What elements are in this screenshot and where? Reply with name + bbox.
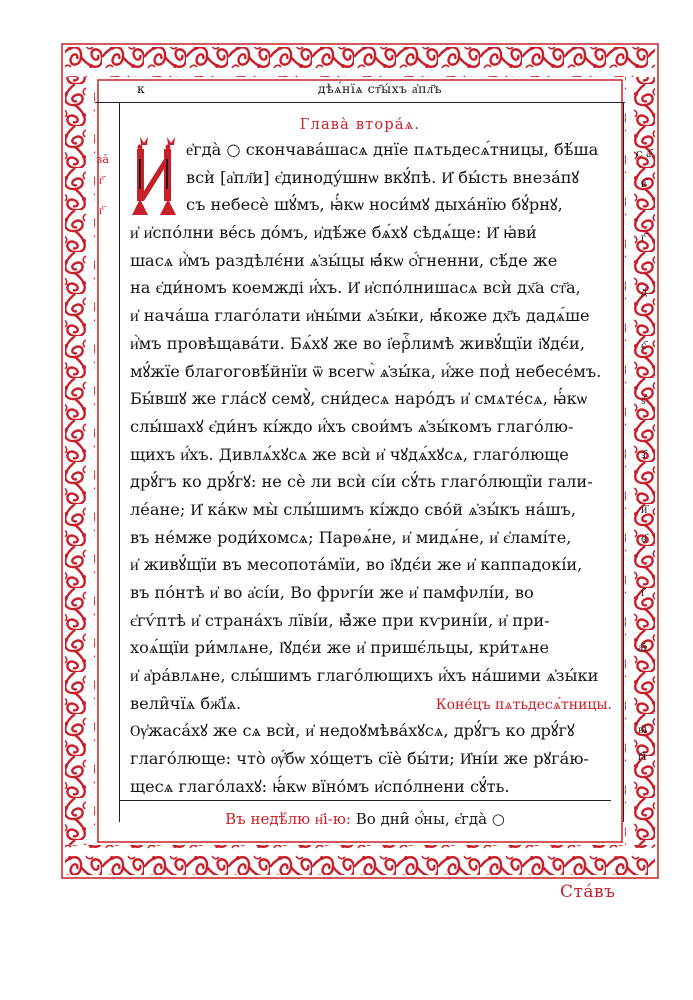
text-line-with-rubric: [130, 690, 612, 718]
page-number: к: [137, 81, 146, 96]
running-header: [95, 81, 625, 101]
text-line: глаго́люще: что̀ ѹ҆́бѡ хо́щетъ сїѐ бы́ти; И҆ні́и же рꙋга́ю-: [130, 749, 589, 769]
text-line: є҆гѵ́птѣ и҆ страна́хъ лїві́и, ꙗ҆̀же при кѵрині́и, и҆ при-: [130, 610, 550, 630]
text-line: на є҆ди́номъ коемжді и҆́хъ. И҆ и҆спо́лнишасѧ всѝ дх҃а ст҃а,: [130, 278, 581, 298]
text-line: шасѧ и҆̀мъ раздѣлє́ни ѧ҆зы́цы ꙗ҆́кѡ ѻ҆́гненни, сѣ́де же: [130, 250, 558, 270]
running-title: дѣѧ́нїѧ ст҃ы́хъ а҆пл҃ъ: [317, 81, 443, 96]
verse-num-6: ѕ҃: [641, 393, 646, 407]
end-rubric: Коне́цъ пѧтьдесѧ́тницы.: [435, 696, 612, 713]
verse-num-4: д҃: [641, 284, 647, 298]
text-line: съ небесѐ шꙋ́мъ, ꙗ҆́кѡ носи́мꙋ дыха́нїю бꙋ́рнꙋ,: [186, 195, 563, 215]
text-box-right-rule: [623, 102, 624, 822]
text-line: и҆ живꙋ́щїи въ месопота́мїи, во і҆ꙋдє́и же и҆ каппадокі́и,: [130, 555, 583, 575]
verse-num-12: в҃і: [638, 722, 648, 736]
text-line: ле́ане; И҆ ка́кѡ мы̀ слы́шимъ кі́ждо сво́й ѧ҆зы́къ на́шъ,: [130, 499, 576, 519]
verse-num-2: в҃: [641, 176, 647, 190]
text-line: Бы́вшꙋ же гла́сꙋ семꙋ̀, сни́десѧ наро́дъ и҆ смѧте́сѧ, ꙗ҆́кѡ: [130, 389, 588, 409]
text-line: дрꙋ́гъ ко дрꙋ́гꙋ: не сѐ ли всѝ сі́и сꙋ́ть глаго́лющїи гали-: [130, 472, 593, 492]
verse-num-1: с а҃: [636, 146, 652, 160]
text-line: и҆ нача́ша глаго́лати и҆ны́ми ѧ҆зы́ки, ꙗ҆́коже дх҃ъ дадѧ́ше: [130, 306, 590, 326]
sunday-incipit: Во дни̑ ѻ҆́ны, є҆гда̀ ○: [355, 810, 505, 828]
catchword: Ста́въ: [560, 882, 616, 902]
header-rule: [95, 102, 625, 103]
verse-num-11: а҃і: [638, 640, 647, 654]
text-line: щихъ и҆́хъ. Дивлѧ́хꙋсѧ же всѝ и҆ чꙋдѧ́хꙋсѧ, глаго́люще: [130, 444, 569, 464]
text-line: въ по́нтѣ и҆ во а҆сі́и, Во фрνгі́и же и҆ памфνлі́и, во: [130, 583, 534, 602]
text-line: хоѧ́щїи ри́млѧне, І҆ꙋдє́и же и҆ пришє́льцы, кри́тѧне: [130, 638, 550, 658]
text-line: слы́шахꙋ є҆ди́нъ кі́ждо и҆́хъ свои́мъ ѧ҆зы́комъ глаго́лю-: [130, 416, 574, 436]
verse-num-10: і҃: [641, 585, 645, 599]
text-line: и҆ и҆спо́лни ве́сь до́мъ, и҆дѣ́же бѧ́хꙋ сѣдѧ́ще: И҆ ꙗ҆ви́: [130, 223, 537, 243]
text-line: всѝ [а҆пл҃и] є҆диноду́шнѡ вкꙋ́пѣ. И҆ бы́сть внеза́пꙋ: [186, 167, 580, 187]
text-line: и҆̀мъ провѣщава́ти. Бѧ́хꙋ же во і҆ерⷭ҇лимѣ живꙋ́щїи і҆ꙋдє́и,: [130, 333, 585, 353]
text-line: и҆ а҆ра́влѧне, слы́шимъ глаго́лющихъ и҆́хъ на́шими ѧ҆зы́ки: [130, 666, 599, 686]
verse-num-5: є҃: [641, 338, 646, 352]
sunday-rubric: Въ недѣ́лю н҃і-ю:: [225, 810, 351, 828]
verse-num-7: з҃: [641, 447, 646, 461]
text-line: вели̑чїѧ бж҃їѧ.: [130, 693, 242, 713]
verse-num-8: и҃: [641, 502, 648, 516]
text-line: щесѧ глаго́лахꙋ: ꙗ҆́кѡ вїно́мъ и҆спо́лнени сꙋ́ть.: [130, 776, 510, 796]
chapter-title: Глава̀ втора́ѧ.: [299, 117, 421, 133]
margin-ref-left-3: г҃: [99, 203, 104, 217]
verse-num-9: ѳ҃: [641, 531, 647, 545]
margin-ref-left-2: г҃: [99, 173, 104, 187]
text-line: въ не́мже роди́хомсѧ; Парѳѧ́не, и҆ мидѧ́не, и҆ є҆ламі́те,: [130, 527, 572, 547]
verse-num-3: г҃: [641, 230, 646, 244]
text-line: Ѹ҆жаса́хꙋ же сѧ всѝ, и҆ недоꙋмѣва́хꙋсѧ, дрꙋ́гъ ко дрꙋ́гꙋ: [130, 721, 575, 741]
section-divider: [119, 800, 611, 801]
verse-num-13: г҃і: [638, 749, 647, 763]
text-box-left-rule: [119, 102, 120, 822]
scripture-text: [130, 136, 612, 801]
text-line: е҆гда̀ ○ скончава́шасѧ днїе пѧтьдесѧ́тницы, бѣ́ша: [186, 140, 599, 159]
margin-ref-left-1: за̑: [96, 152, 110, 166]
text-line: мꙋ́жїе благоговѣ́йнїи ѿ всегѡ̀ ѧ҆зы́ка, и҆́же под̾ небесе́мъ.: [130, 361, 602, 381]
sunday-reading-line: [119, 810, 611, 829]
